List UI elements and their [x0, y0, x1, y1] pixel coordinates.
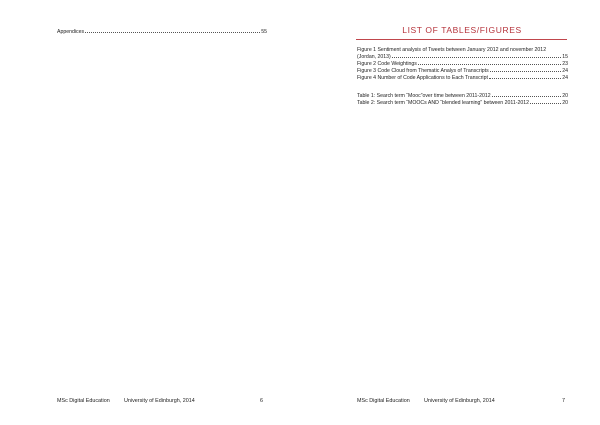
- toc-leader: [392, 57, 561, 58]
- figure-title-line2: (Jordan, 2013): [357, 54, 391, 60]
- toc-leader: [490, 71, 562, 72]
- figure-entry-3[interactable]: [357, 68, 568, 75]
- figure-entry-4[interactable]: [357, 75, 568, 82]
- footer-program: MSc Digital Education: [357, 398, 410, 404]
- figure-entry-2[interactable]: [357, 61, 568, 68]
- toc-leader: [530, 103, 561, 104]
- figure-page: 24: [562, 68, 568, 74]
- footer-institution: University of Edinburgh, 2014: [124, 398, 195, 404]
- footer-page-number: 7: [562, 398, 565, 404]
- toc-entry-title: Appendices: [57, 29, 85, 35]
- title-underline: [356, 39, 567, 40]
- figure-title: Figure 2 Code Weightings: [357, 61, 417, 67]
- table-page: 20: [562, 100, 568, 106]
- figure-page: 23: [562, 61, 568, 67]
- figure-page: 15: [562, 54, 568, 60]
- table-title: Table 2: Search term “MOOCs AND “blended learning” between 2011-2012: [357, 100, 530, 106]
- toc-entry-appendices[interactable]: [57, 29, 267, 36]
- figure-title: Figure 3 Code Cloud from Thematic Analys of Transcripts: [357, 68, 489, 74]
- footer-page-number: 6: [260, 398, 263, 404]
- table-entry-2[interactable]: [357, 100, 568, 107]
- footer-program: MSc Digital Education: [57, 398, 110, 404]
- right-page: [300, 0, 600, 425]
- table-page: 20: [562, 93, 568, 99]
- figure-entry-1[interactable]: [357, 47, 568, 61]
- toc-leader: [489, 78, 561, 79]
- figure-title: Figure 4 Number of Code Applications to Each Transcript: [357, 75, 488, 81]
- toc-leader: [492, 96, 562, 97]
- figure-page: 24: [562, 75, 568, 81]
- table-title: Table 1: Search term “Mooc”over time between 2011-2012: [357, 93, 491, 99]
- toc-leader: [418, 64, 561, 65]
- toc-leader: [85, 32, 260, 33]
- table-entry-1[interactable]: [357, 93, 568, 100]
- footer-institution: University of Edinburgh, 2014: [424, 398, 495, 404]
- toc-entry-page: 55: [261, 29, 267, 35]
- page-title: LIST OF TABLES/FIGURES: [402, 25, 522, 35]
- figure-title-line1: Figure 1 Sentiment analysis of Tweets between January 2012 and november 2012: [357, 47, 547, 53]
